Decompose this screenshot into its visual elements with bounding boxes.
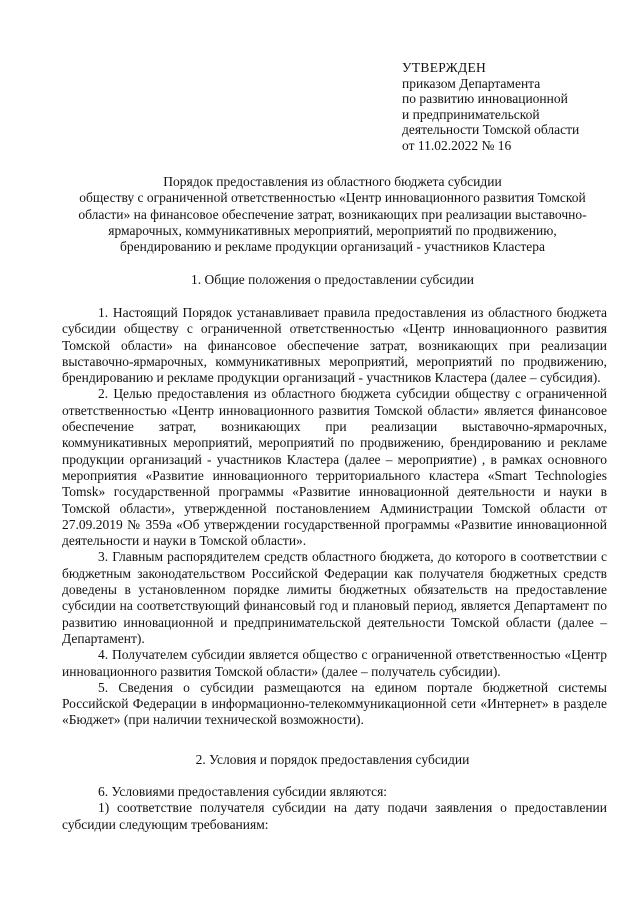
approval-block	[402, 60, 632, 154]
title-line: ярмарочных, коммуникативных мероприятий, мероприятий по продвижению,	[108, 222, 557, 238]
paragraph: 2. Целью предоставления из областного бюджета субсидии обществу с ограниченной ответственностью «Центр инновационного развития Томской области» является финансовое обеспечение затрат, возникающих при реализации выставочно-ярмарочных, коммуникативных мероприятий, мероприятий по продвижению, брендированию и рекламе продукции организаций - участников Кластера (далее – мероприятие) , в рамках основного мероприятия «Развитие инновационного территориального кластера «Smart Technologies Tomsk» государственной программы «Развитие инновационной деятельности и науки в Томской области», утвержденной постановлением Администрации Томской области от 27.09.2019 № 359а «Об утверждении государственной программы «Развитие инновационной деятельности и науки в Томской области».	[62, 386, 607, 549]
paragraph: 6. Условиями предоставления субсидии являются:	[98, 784, 388, 799]
section-1-heading: 1. Общие положения о предоставлении субсидии	[191, 272, 474, 287]
approval-line: от 11.02.2022 № 16	[402, 137, 512, 153]
approval-line: приказом Департамента	[402, 75, 541, 91]
section-2-heading: 2. Условия и порядок предоставления субсидии	[195, 752, 470, 767]
title-line: брендированию и рекламе продукции организаций - участников Кластера	[120, 239, 545, 255]
paragraph: 4. Получателем субсидии является общество с ограниченной ответственностью «Центр инновационного развития Томской области» (далее – получатель субсидии).	[62, 647, 607, 679]
approval-line: и предпринимательской	[402, 106, 540, 122]
title-line: обществу с ограниченной ответственностью «Центр инновационного развития Томской	[79, 190, 586, 206]
title-line: области» на финансовое обеспечение затрат, возникающих при реализации выставочно-	[78, 206, 587, 222]
paragraph: 5. Сведения о субсидии размещаются на едином портале бюджетной системы Российской Федерации в информационно-телекоммуникационной сети «Интернет» в разделе «Бюджет» (при наличии технической возможности).	[62, 679, 607, 728]
paragraph: 3. Главным распорядителем средств областного бюджета, до которого в соответствии с бюджетным законодательством Российской Федерации как получателя бюджетных средств доведены в установленном порядке лимиты бюджетных обязательств на предоставление субсидии на соответствующий финансовый год и плановый период, является Департамент по развитию инновационной и предпринимательской деятельности Томской области (далее – Департамент).	[62, 549, 607, 646]
section-2-body	[62, 784, 607, 833]
paragraph: 1) соответствие получателя субсидии на дату подачи заявления о предоставлении субсидии следующим требованиям:	[62, 800, 607, 832]
paragraph: 1. Настоящий Порядок устанавливает правила предоставления из областного бюджета субсидии обществу с ограниченной ответственностью «Центр инновационного развития Томской области» на финансовое обеспечение затрат, возникающих при реализации выставочно-ярмарочных, коммуникативных мероприятий, мероприятий по продвижению, брендированию и рекламе продукции организаций - участников Кластера (далее – субсидия).	[62, 305, 607, 386]
section-1-body	[62, 305, 607, 729]
approval-line: деятельности Томской области	[402, 122, 580, 138]
approval-heading: УТВЕРЖДЕН	[402, 60, 487, 75]
approval-line: по развитию инновационной	[402, 91, 568, 107]
title-line: Порядок предоставления из областного бюджета субсидии	[163, 174, 502, 189]
document-title	[60, 174, 605, 255]
